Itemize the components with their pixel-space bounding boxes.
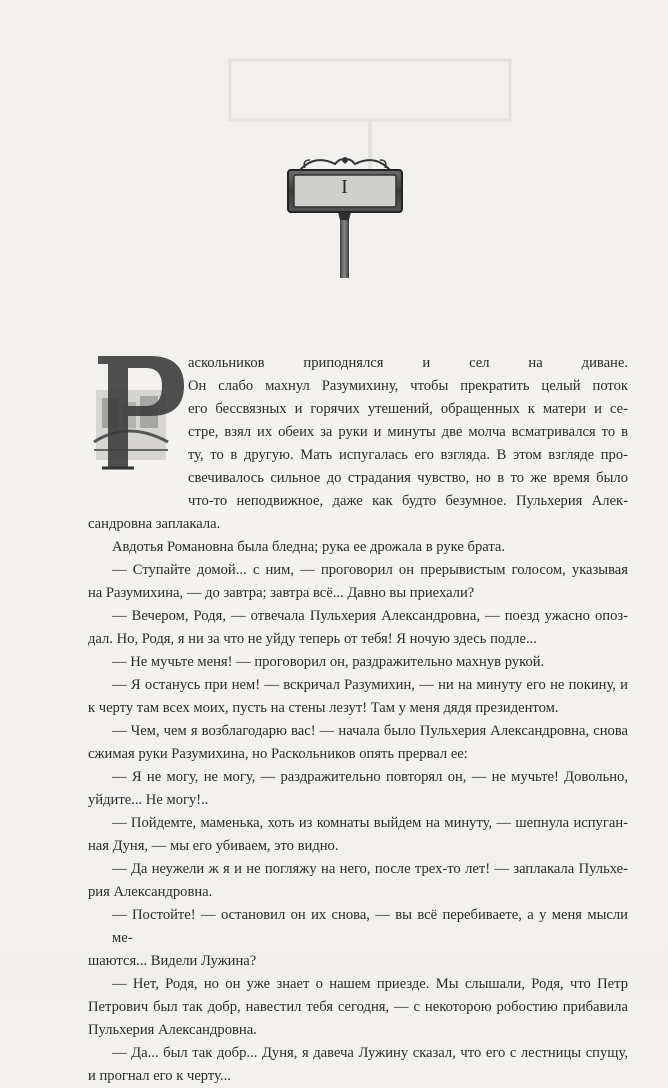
body-text [88,352,628,1088]
text-line: — Я не могу, не могу, — раздражительно повторял он, — не мучьте! Довольно, [112,769,628,785]
text-line: аскольников приподнялся и сел на диване. [188,355,628,371]
text-line: — Не мучьте меня! — проговорил он, раздражительно махнув рукой. [112,654,545,670]
text-line: дал. Но, Родя, я ни за что не уйду теперь от тебя! Я ночую здесь подле... [88,631,537,647]
text-line: ная Дуня, — мы его убиваем, это видно. [88,838,339,854]
text-line: — Пойдемте, маменька, хоть из комнаты выйдем на минуту, — шепнула испуган- [112,815,628,831]
text-line: Он слабо махнул Разумихину, чтобы прекратить целый поток [188,378,628,394]
text-line: Авдотья Романовна была бледна; рука ее дрожала в руке брата. [112,539,506,555]
text-line: — Да... был так добр... Дуня, я давеча Лужину сказал, что его с лестницы спущу, [112,1045,628,1061]
text-line: свечивалось сильное до страдания чувство, но в то же время было [188,470,628,486]
signpost-illustration [280,150,410,280]
text-line: — Постойте! — остановил он их снова, — вы всё перебиваете, а у меня мысли ме- [112,907,628,946]
text-line: — Ступайте домой... с ним, — проговорил он прерывистым голосом, указывая [112,562,628,578]
text-line: — Да неужели ж я и не погляжу на него, после трех-то лет! — заплакала Пульхе- [112,861,628,877]
text-line: сжимая руки Разумихина, но Раскольников опять прервал ее: [88,746,468,762]
text-line: и прогнал его к черту... [88,1068,231,1084]
text-line: уйдите... Не могу!.. [88,792,209,808]
chapter-number: I [341,176,349,198]
text-line: к черту там всех моих, пусть на стены лезут! Там у меня дядя президентом. [88,700,559,716]
text-line: ту, то в другую. Мать испугалась его взгляда. В этом взгляде про- [188,447,628,463]
text-line: — Чем, чем я возблагодарю вас! — начала было Пульхерия Александровна, снова [112,723,628,739]
chapter-signpost [280,150,410,280]
text-line: Пульхерия Александровна. [88,1022,257,1038]
text-line: стре, взял их обеих за руки и минуты две молча всматривался то в [188,424,628,440]
text-line: на Разумихина, — до завтра; завтра всё... Давно вы приехали? [88,585,475,601]
text-line: — Вечером, Родя, — отвечала Пульхерия Александровна, — поезд ужасно опоз- [112,608,628,624]
text-line: сандровна заплакала. [88,516,221,532]
text-line: его бессвязных и горячих утешений, обращенных к матери и се- [188,401,628,417]
text-line: рия Александровна. [88,884,213,900]
text-line: шаются... Видели Лужина? [88,953,257,969]
text-line: что-то неподвижное, даже как будто безумное. Пульхерия Алек- [188,493,628,509]
text-line: Петрович был так добр, навестил тебя сегодня, — с некоторою робостию прибавила [88,999,628,1015]
text-line: — Я останусь при нем! — вскричал Разумихин, — ни на минуту его не покину, и [112,677,628,693]
text-line: — Нет, Родя, но он уже знает о нашем приезде. Мы слышали, Родя, что Петр [112,976,628,992]
